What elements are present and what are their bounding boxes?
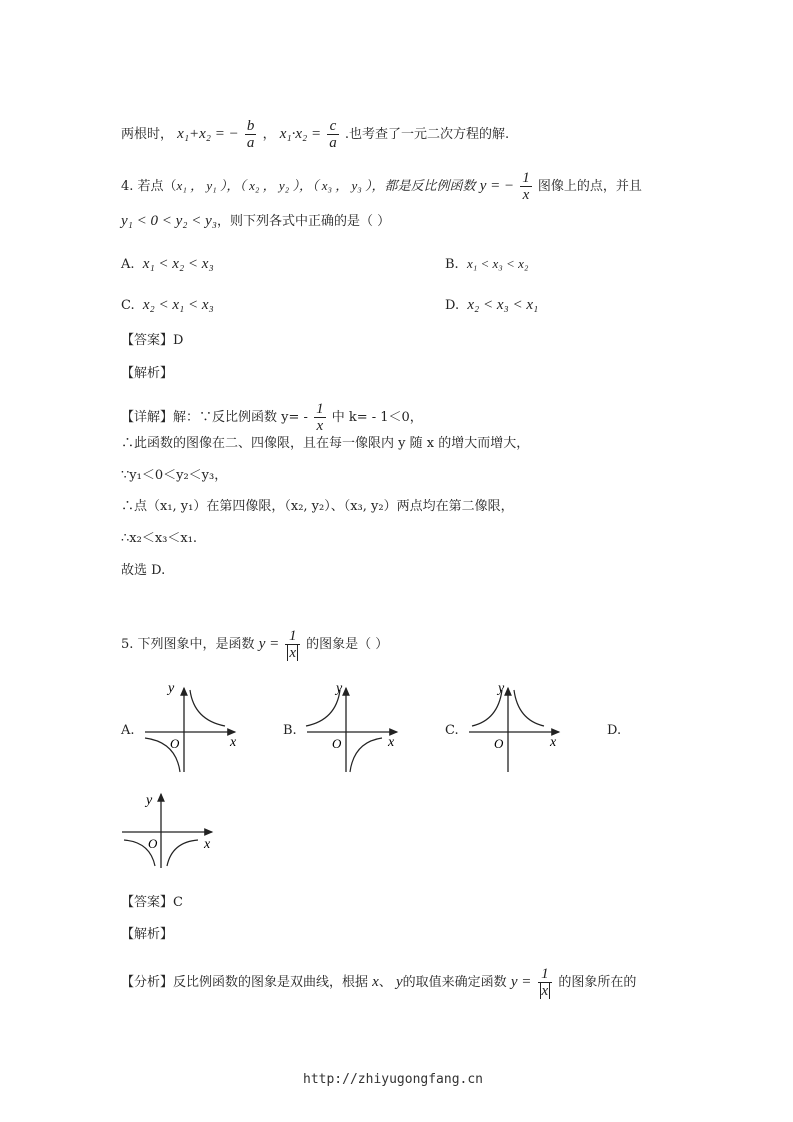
y-label: y [168,681,175,696]
graph-a[interactable] [140,680,250,775]
fraction-1-over-abs-x: $\frac{1}{x}$ [285,628,300,661]
q5-fenxi: 【分析】反比例函数的图象是双曲线，根据 x、 y的取值来确定函数 y = $\frac{1}{x}$ 的图象所在的 [121,966,637,999]
curve-quadrant-4 [167,840,198,866]
product-of-roots: x₁·x₂ = [279,126,322,142]
y-label: y [336,681,343,696]
top-line-prefix: 两根时， [121,127,174,142]
q4-condition: y₁ < 0 < y₂ < y₃，则下列各式中正确的是（ ） [121,213,391,229]
q4-option-c[interactable]: C. x₂ < x₁ < x₃ [121,297,214,313]
q4-option-a[interactable]: A. x₁ < x₂ < x₃ [121,256,214,272]
graph-d[interactable] [118,790,228,870]
q5-option-d-label[interactable]: D. [607,723,622,738]
curve-quadrant-1 [514,690,544,726]
fraction-b-over-a: $\frac{b}{a}$ [246,118,255,151]
x-label: x [230,735,237,750]
q5-option-a-label[interactable]: A. [121,723,135,738]
y-label: y [498,681,505,696]
origin-label: O [148,836,158,851]
footer-url[interactable]: http://zhiyugongfang.cn [303,1072,484,1087]
q5-analysis-tag: 【解析】 [121,927,174,942]
curve-quadrant-1 [190,690,225,726]
x-label: x [550,735,557,750]
curve-quadrant-4 [350,738,382,772]
q4-detail-6: 故选 D. [121,563,166,578]
sum-of-roots: x₁+x₂ = − [177,126,239,142]
q5-answer: 【答案】C [121,895,183,910]
q4-detail-4: ∴点（x₁, y₁）在第四像限，（x₂, y₂）、（x₃, y₂）两点均在第二像限， [121,499,514,514]
top-line: 两根时， x₁+x₂ = − $\frac{b}{a}$ ， x₁·x₂ = $\frac{c}{a}$ .也考查了一元二次方程的解. [121,118,510,151]
curve-quadrant-2 [306,690,340,726]
q5-stem: 5. 下列图象中，是函数 y = $\frac{1}{x}$ 的图象是（ ） [121,628,389,661]
q4-stem: 4. 若点（x₁ ， y₁ ），（ x₂ ， y₂ ），（ x₃ ， y₃ ），都是反比例函数 y = − $\frac{1}{x}$ 图像上的点，并且 [121,170,642,203]
q4-detail-5: ∴x₂＜x₃＜x₁. [121,531,198,546]
fraction-1-over-x: $\frac{1}{x}$ [522,170,530,203]
graph-b[interactable] [302,680,412,775]
q4-option-d[interactable]: D. x₂ < x₃ < x₁ [445,297,539,313]
q4-detail-1: 【详解】解：∵反比例函数 y= - $\frac{1}{x}$ 中 k= - 1＜0， [121,401,423,434]
q4-option-b[interactable]: B. x₁ < x₃ < x₂ [445,256,529,272]
y-label: y [146,793,153,808]
x-label: x [204,837,211,852]
fraction-c-over-a: $\frac{c}{a}$ [329,118,337,151]
q4-analysis-tag: 【解析】 [121,366,174,381]
q4-answer: 【答案】D [121,333,184,348]
origin-label: O [494,736,504,751]
origin-label: O [332,736,342,751]
q5-option-c-label[interactable]: C. [445,723,459,738]
q5-option-b-label[interactable]: B. [283,723,297,738]
origin-label: O [170,736,180,751]
q4-detail-3: ∵y₁＜0＜y₂＜y₃， [121,468,228,483]
q4-detail-2: ∴此函数的图像在二、四像限，且在每一像限内 y 随 x 的增大而增大， [121,436,530,451]
x-label: x [388,735,395,750]
graph-c[interactable] [464,680,574,775]
